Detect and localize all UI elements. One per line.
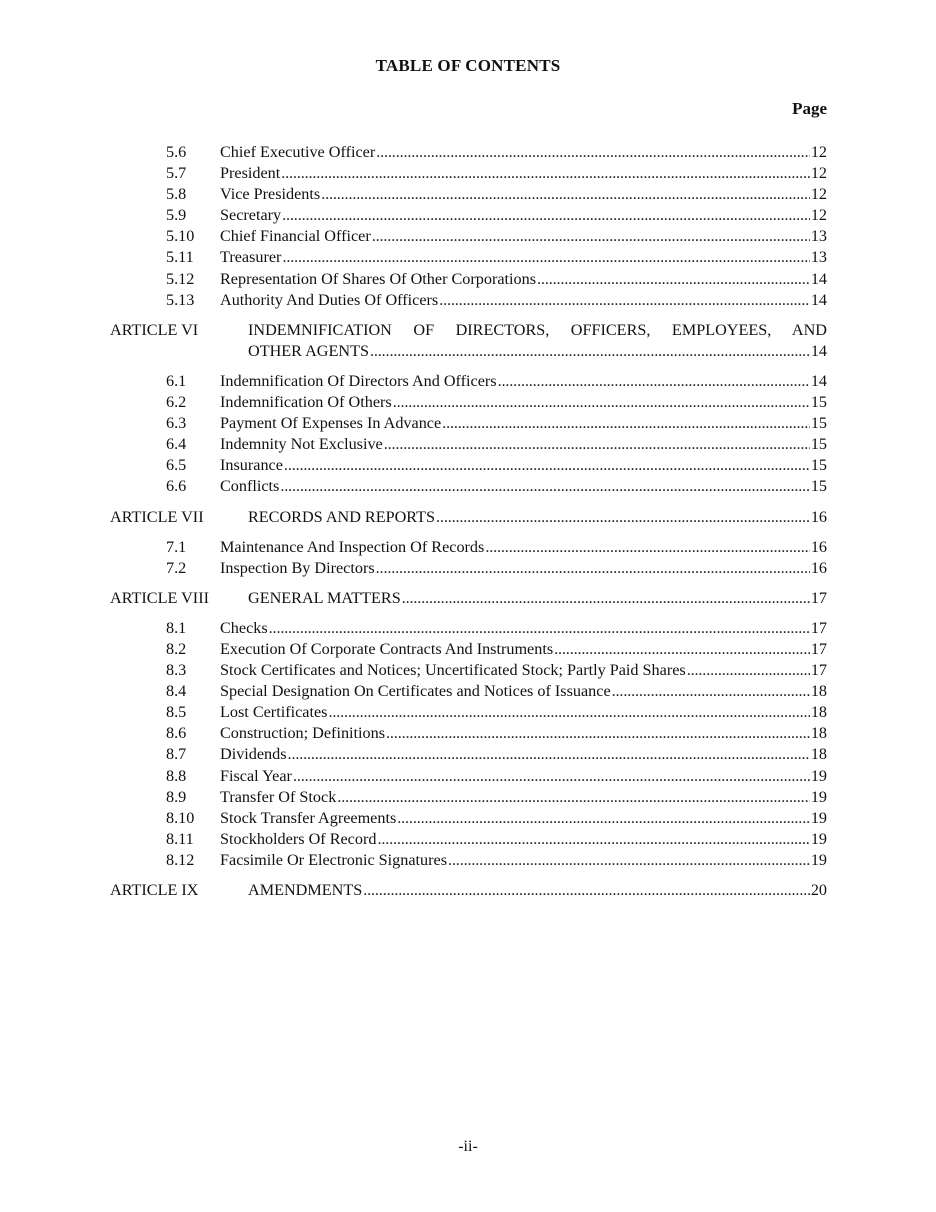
section-title: Insurance bbox=[220, 456, 283, 475]
section-number: 6.2 bbox=[166, 393, 187, 412]
toc-entry-5-9[interactable] bbox=[110, 205, 827, 226]
page-number: 18 bbox=[810, 745, 827, 764]
dot-leader bbox=[282, 247, 809, 268]
section-title: Transfer Of Stock bbox=[220, 787, 337, 806]
section-number: 6.6 bbox=[166, 477, 187, 496]
article-number: ARTICLE IX bbox=[110, 881, 199, 899]
section-number: 6.5 bbox=[166, 456, 187, 475]
page-number: 16 bbox=[810, 558, 827, 577]
dot-leader bbox=[687, 660, 810, 681]
page-number: 19 bbox=[810, 787, 827, 806]
section-title: Indemnification Of Others bbox=[220, 393, 392, 412]
toc-entry-5-7[interactable] bbox=[110, 163, 827, 184]
page-number: 15 bbox=[810, 393, 827, 412]
section-title: Indemnification Of Directors And Officers bbox=[220, 371, 497, 390]
dot-leader bbox=[485, 537, 809, 558]
toc-entry-8-9[interactable] bbox=[110, 787, 827, 808]
toc-entry-6-3[interactable] bbox=[110, 413, 827, 434]
dot-leader bbox=[612, 681, 810, 702]
section-title: Checks bbox=[220, 618, 268, 637]
section-number: 8.9 bbox=[166, 787, 187, 806]
dot-leader bbox=[498, 371, 810, 392]
section-number: 8.12 bbox=[166, 850, 195, 869]
section-title: President bbox=[220, 164, 281, 183]
toc-entry-8-4[interactable] bbox=[110, 681, 827, 702]
page-number: 13 bbox=[810, 227, 827, 246]
page-number: 19 bbox=[810, 808, 827, 827]
dot-leader bbox=[363, 880, 810, 901]
page-number: 17 bbox=[810, 588, 827, 607]
section-title: Inspection By Directors bbox=[220, 558, 375, 577]
dot-leader bbox=[448, 850, 810, 871]
dot-leader bbox=[337, 787, 810, 808]
toc-entry-6-5[interactable] bbox=[110, 455, 827, 476]
section-title: Indemnity Not Exclusive bbox=[220, 435, 383, 454]
page-number: 12 bbox=[810, 185, 827, 204]
page-number: 19 bbox=[810, 829, 827, 848]
dot-leader bbox=[442, 413, 810, 434]
article-title: AMENDMENTS bbox=[248, 881, 363, 899]
section-number: 5.13 bbox=[166, 290, 195, 309]
dot-leader bbox=[269, 618, 810, 639]
dot-leader bbox=[377, 829, 809, 850]
section-number: 7.1 bbox=[166, 537, 187, 556]
section-number: 7.2 bbox=[166, 558, 187, 577]
toc-entry-8-3[interactable] bbox=[110, 660, 827, 681]
article-number: ARTICLE VI bbox=[110, 320, 199, 339]
section-number: 8.8 bbox=[166, 766, 187, 785]
page-number: 19 bbox=[810, 766, 827, 785]
section-title: Treasurer bbox=[220, 248, 282, 267]
toc-entry-5-11[interactable] bbox=[110, 247, 827, 268]
toc-entry-8-8[interactable] bbox=[110, 766, 827, 787]
dot-leader bbox=[554, 639, 810, 660]
page-number: 17 bbox=[810, 639, 827, 658]
toc-entry-8-1[interactable] bbox=[110, 618, 827, 639]
dot-leader bbox=[370, 341, 810, 362]
section-number: 8.2 bbox=[166, 639, 187, 658]
page-number: 13 bbox=[810, 248, 827, 267]
section-number: 6.4 bbox=[166, 435, 187, 454]
section-number: 8.7 bbox=[166, 745, 187, 764]
page-title: TABLE OF CONTENTS bbox=[375, 56, 561, 75]
page-number: 14 bbox=[810, 290, 827, 309]
dot-leader bbox=[282, 205, 810, 226]
toc-entry-8-2[interactable] bbox=[110, 639, 827, 660]
table-of-contents bbox=[110, 142, 827, 901]
section-title: Facsimile Or Electronic Signatures bbox=[220, 850, 448, 869]
section-title: Stockholders Of Record bbox=[220, 829, 377, 848]
toc-entry-7-2[interactable] bbox=[110, 558, 827, 579]
page-number: 12 bbox=[810, 206, 827, 225]
section-title: Construction; Definitions bbox=[220, 724, 386, 743]
toc-article-vii[interactable] bbox=[110, 507, 827, 528]
dot-leader bbox=[376, 558, 810, 579]
toc-entry-8-6[interactable] bbox=[110, 723, 827, 744]
toc-entry-8-11[interactable] bbox=[110, 829, 827, 850]
page-number: 14 bbox=[810, 269, 827, 288]
page-number: 19 bbox=[810, 850, 827, 869]
toc-entry-5-8[interactable] bbox=[110, 184, 827, 205]
page-number: 14 bbox=[810, 341, 827, 360]
section-title: Dividends bbox=[220, 745, 287, 764]
page-number: 15 bbox=[810, 456, 827, 475]
section-number: 8.5 bbox=[166, 703, 187, 722]
page-number: 18 bbox=[810, 682, 827, 701]
section-title: Maintenance And Inspection Of Records bbox=[220, 537, 485, 556]
section-title: Representation Of Shares Of Other Corporations bbox=[220, 269, 537, 288]
dot-leader bbox=[321, 184, 810, 205]
dot-leader bbox=[537, 269, 810, 290]
section-title: Fiscal Year bbox=[220, 766, 292, 785]
toc-entry-8-5[interactable] bbox=[110, 702, 827, 723]
section-number: 6.1 bbox=[166, 371, 187, 390]
article-number: ARTICLE VII bbox=[110, 507, 204, 526]
toc-entry-6-2[interactable] bbox=[110, 392, 827, 413]
section-number: 8.4 bbox=[166, 682, 187, 701]
toc-entry-7-1[interactable] bbox=[110, 537, 827, 558]
section-number: 5.10 bbox=[166, 227, 195, 246]
dot-leader bbox=[280, 476, 809, 497]
section-title: Execution Of Corporate Contracts And Instruments bbox=[220, 639, 554, 658]
section-number: 8.6 bbox=[166, 724, 187, 743]
section-number: 5.8 bbox=[166, 185, 187, 204]
section-title: Chief Financial Officer bbox=[220, 227, 371, 246]
section-title: Payment Of Expenses In Advance bbox=[220, 414, 442, 433]
dot-leader bbox=[397, 808, 810, 829]
article-title: RECORDS AND REPORTS bbox=[248, 507, 436, 526]
dot-leader bbox=[386, 723, 810, 744]
section-title: Authority And Duties Of Officers bbox=[220, 290, 439, 309]
section-title: Conflicts bbox=[220, 477, 280, 496]
page-number: 16 bbox=[810, 537, 827, 556]
article-number: ARTICLE VIII bbox=[110, 588, 209, 607]
section-number: 8.11 bbox=[166, 829, 194, 848]
toc-entry-5-13[interactable] bbox=[110, 290, 827, 311]
footer-page-number: -ii- bbox=[458, 1138, 478, 1155]
page-number: 17 bbox=[810, 618, 827, 637]
toc-article-ix[interactable] bbox=[110, 880, 827, 901]
page-number: 15 bbox=[810, 477, 827, 496]
toc-entry-8-7[interactable] bbox=[110, 744, 827, 765]
page-number: 15 bbox=[810, 414, 827, 433]
page-column-header: Page bbox=[792, 99, 827, 118]
dot-leader bbox=[372, 226, 810, 247]
toc-article-vi[interactable] bbox=[110, 320, 827, 362]
section-number: 8.3 bbox=[166, 661, 187, 680]
toc-entry-6-6[interactable] bbox=[110, 476, 827, 497]
section-number: 5.12 bbox=[166, 269, 195, 288]
dot-leader bbox=[436, 507, 810, 528]
dot-leader bbox=[376, 142, 810, 163]
page-number: 17 bbox=[810, 661, 827, 680]
article-title-line1: INDEMNIFICATION OF DIRECTORS, OFFICERS, EMPLOYEES, AND bbox=[248, 320, 827, 339]
section-title: Stock Transfer Agreements bbox=[220, 808, 397, 827]
page-number: 18 bbox=[810, 703, 827, 722]
dot-leader bbox=[393, 392, 810, 413]
toc-entry-6-1[interactable] bbox=[110, 371, 827, 392]
dot-leader bbox=[402, 588, 810, 609]
article-title-line2: OTHER AGENTS bbox=[248, 341, 369, 360]
section-title: Lost Certificates bbox=[220, 703, 328, 722]
toc-entry-5-6[interactable] bbox=[110, 142, 827, 163]
toc-entry-5-12[interactable] bbox=[110, 269, 827, 290]
page-number: 18 bbox=[810, 724, 827, 743]
article-title: GENERAL MATTERS bbox=[248, 588, 401, 607]
section-title: Secretary bbox=[220, 206, 282, 225]
dot-leader bbox=[288, 744, 810, 765]
section-number: 8.1 bbox=[166, 618, 187, 637]
section-number: 6.3 bbox=[166, 414, 187, 433]
dot-leader bbox=[384, 434, 810, 455]
dot-leader bbox=[293, 766, 810, 787]
dot-leader bbox=[439, 290, 810, 311]
toc-entry-6-4[interactable] bbox=[110, 434, 827, 455]
page-number: 20 bbox=[810, 881, 827, 899]
dot-leader bbox=[328, 702, 809, 723]
toc-entry-8-10[interactable] bbox=[110, 808, 827, 829]
section-number: 5.11 bbox=[166, 248, 194, 267]
section-number: 5.7 bbox=[166, 164, 187, 183]
toc-entry-8-12[interactable] bbox=[110, 850, 827, 871]
section-number: 8.10 bbox=[166, 808, 195, 827]
page-number: 15 bbox=[810, 435, 827, 454]
dot-leader bbox=[284, 455, 810, 476]
section-number: 5.6 bbox=[166, 143, 187, 161]
section-title: Stock Certificates and Notices; Uncertificated Stock; Partly Paid Shares bbox=[220, 661, 686, 680]
section-number: 5.9 bbox=[166, 206, 187, 225]
section-title: Chief Executive Officer bbox=[220, 143, 376, 161]
toc-entry-5-10[interactable] bbox=[110, 226, 827, 247]
section-title: Vice Presidents bbox=[220, 185, 321, 204]
page-number: 12 bbox=[810, 164, 827, 183]
section-title: Special Designation On Certificates and Notices of Issuance bbox=[220, 682, 611, 701]
dot-leader bbox=[281, 163, 810, 184]
page-number: 16 bbox=[810, 507, 827, 526]
page-number: 14 bbox=[810, 371, 827, 390]
page-number: 12 bbox=[810, 143, 827, 161]
toc-article-viii[interactable] bbox=[110, 588, 827, 609]
